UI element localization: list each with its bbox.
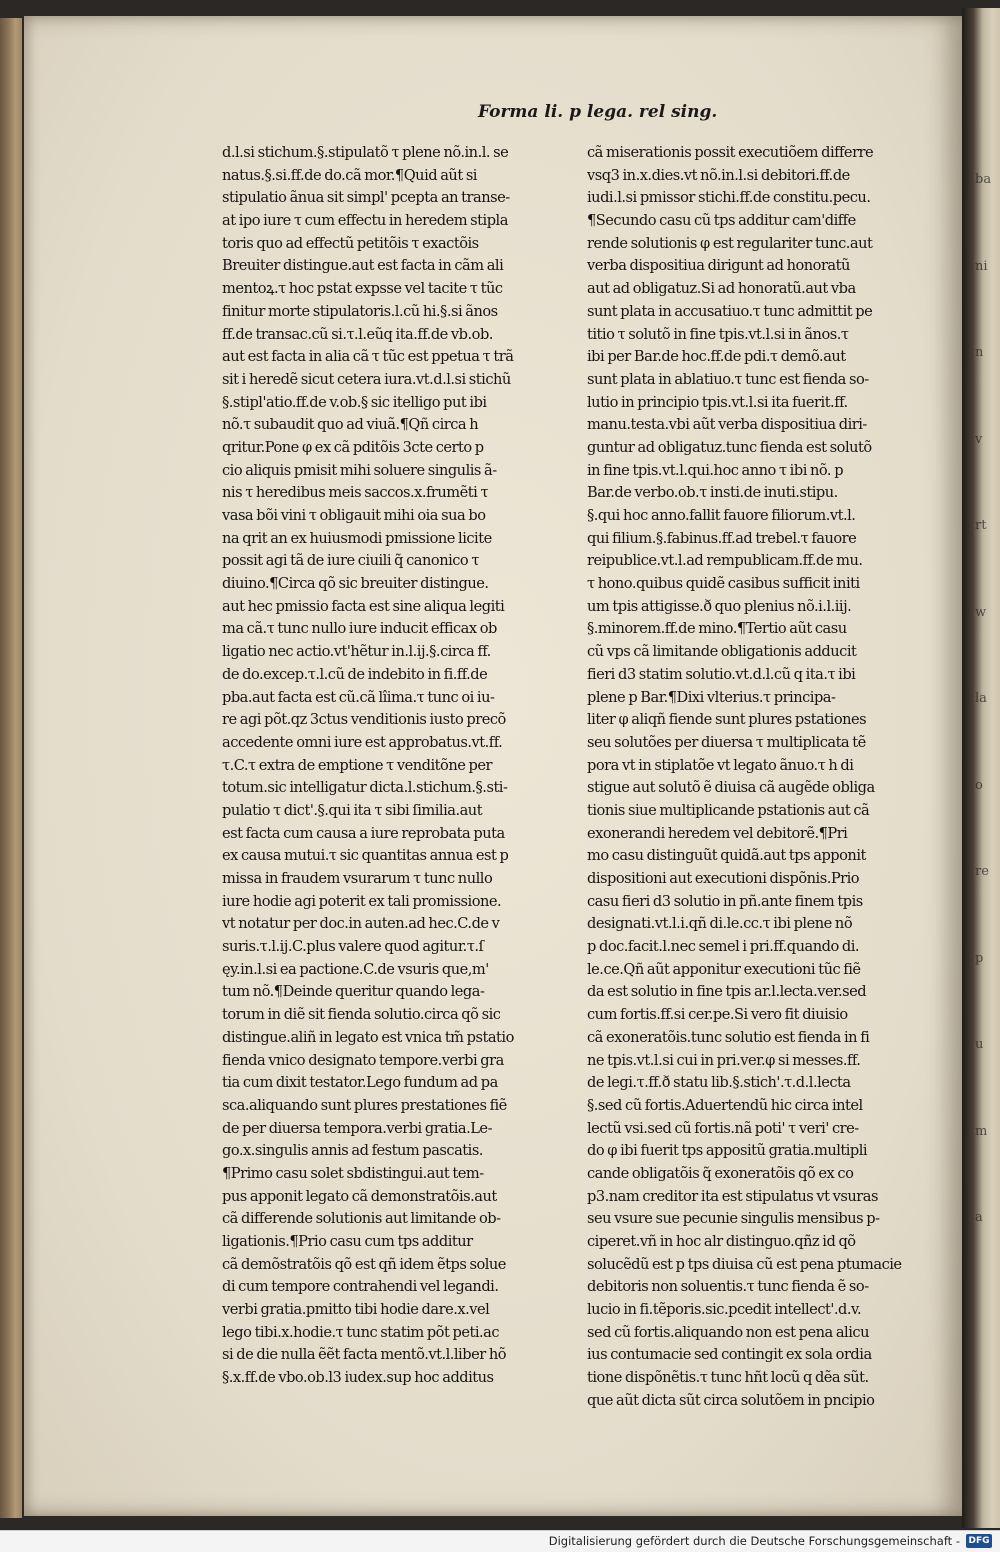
text-line: Bar.de verbo.ob.τ insti.de inuti.stipu. [587, 484, 838, 502]
text-line: at ipo iure τ cum effectu in heredem stipla [222, 212, 508, 230]
left-text-column [222, 142, 557, 1387]
text-line: lutio in principio tpis.vt.l.si ita fuerit.ff. [587, 393, 848, 411]
text-line: natus.§.si.ff.de do.cã mor.¶Quid aũt si [222, 166, 477, 184]
text-line: p doc.facit.l.nec semel i pri.ff.quando di. [587, 938, 860, 956]
dfg-logo: DFG [966, 1534, 992, 1548]
text-line: rende solutionis φ est regulariter tunc.aut [587, 234, 873, 252]
text-line: dispositioni aut executioni dispõnis.Prio [587, 870, 860, 887]
text-line: torum in diẽ sit fienda solutio.circa qõ sic [222, 1006, 501, 1024]
text-line: p3.nam creditor ita est stipulatus vt vsuras [587, 1187, 878, 1205]
text-line: cum fortis.ff.si cer.pe.Si vero fit diuisio [587, 1006, 848, 1024]
text-line: sunt plata in ablatiuo.τ tunc est fienda so- [587, 370, 869, 388]
text-line: lego tibi.x.hodie.τ tunc statim põt peti.ac [222, 1323, 499, 1341]
text-line: de do.excep.τ.l.cũ de indebito in fi.ff.de [222, 665, 488, 683]
text-line: suris.τ.l.ij.C.plus valere quod agitur.τ.ſ [222, 938, 484, 956]
text-line: di cum tempore contrahendi vel legandi. [222, 1278, 499, 1296]
text-line: ibi per Bar.de hoc.ff.de pdi.τ demõ.aut [587, 348, 846, 366]
text-line: do φ ibi fuerit tps appositũ gratia.multipli [587, 1142, 868, 1160]
text-line: aut est facta in alia cã τ tũc est ppetua τ trã [222, 348, 514, 366]
text-line: §.stipl'atio.ff.de v.ob.§ sic itelligo put ibi [222, 393, 487, 411]
text-line: le.ce.Qñ aũt apponitur executioni tũc fiẽ [587, 960, 861, 978]
text-line: tia cum dixit testator.Lego fundum ad pa [222, 1074, 498, 1092]
text-line: §.x.ff.de vbo.ob.l3 iudex.sup hoc additus [222, 1369, 494, 1387]
gutter-fragment: p [975, 950, 984, 966]
text-line: um tpis attigisse.ð quo plenius nõ.i.l.iij. [587, 597, 852, 615]
text-line: si de die nulla ẽẽt facta mentõ.vt.l.liber hõ [222, 1346, 507, 1364]
gutter-fragment: la [975, 691, 987, 706]
text-line: de legi.τ.ff.ð statu lib.§.stich'.τ.d.l.lecta [587, 1074, 851, 1092]
text-line: toris quo ad effectũ petitõis τ exactõis [222, 234, 479, 252]
running-head: Forma li. p lega. rel sing. [478, 102, 718, 122]
text-line: pus apponit legato cã demonstratõis.aut [222, 1187, 497, 1205]
text-line: in fine tpis.vt.l.qui.hoc anno τ ibi nõ. p [587, 461, 844, 479]
text-line: tum nõ.¶Deinde queritur quando lega- [222, 983, 485, 1001]
text-line: mentoꝝ.τ hoc pstat expsse vel tacite τ tũc [222, 280, 503, 298]
text-line: go.x.singulis annis ad festum pascatis. [222, 1142, 483, 1160]
text-line: titio τ solutõ in fine tpis.vt.l.si in ãnos.τ [587, 325, 849, 343]
text-line: possit agi tã de iure ciuili q̃ canonico τ [222, 552, 479, 570]
text-line: reipublice.vt.l.ad rempublicam.ff.de mu. [587, 552, 863, 570]
gutter-fragment: rt [975, 518, 987, 533]
text-line: totum.sic intelligatur dicta.l.stichum.§.sti- [222, 779, 508, 797]
text-line: missa in fraudem vsurarum τ tunc nullo [222, 870, 493, 887]
text-line: lucio in fi.tẽporis.sic.pcedit intellect'.d.v. [587, 1301, 862, 1319]
text-line: ff.de transac.cũ si.τ.l.eũq ita.ff.de vb.ob. [222, 325, 493, 343]
facing-page-text-fragments [975, 170, 997, 1320]
text-line: cũ vps cã limitande obligationis adducit [587, 643, 857, 661]
text-line: stigue aut solutõ ẽ diuisa cã augẽde obliga [587, 779, 875, 797]
gutter-fragment: ba [975, 172, 992, 187]
text-line: seu vsure sue pecunie singulis mensibus p- [587, 1210, 880, 1228]
text-line: ma cã.τ tunc nullo iure inducit efficax ob [222, 620, 497, 638]
text-line: verba dispositiua dirigunt ad honoratũ [587, 257, 850, 275]
text-line: ciperet.vñ in hoc alr distinguo.qñz id qõ [587, 1233, 856, 1250]
text-line: vasa bõi vini τ obligauit mihi oia sua bo [222, 507, 486, 524]
text-line: plene p Bar.¶Dixi vlterius.τ principa- [587, 688, 836, 706]
text-line: ius contumacie sed contingit ex sola ordia [587, 1346, 872, 1364]
text-line: §.sed cũ fortis.Aduertendũ hic circa intel [587, 1096, 863, 1114]
text-line: cã differende solutionis aut limitande ob- [222, 1210, 501, 1228]
text-line: stipulatio ãnua sit simpl' pcepta an transe- [222, 189, 510, 207]
text-line: aut hec pmissio facta est sine aliqua legiti [222, 597, 505, 615]
text-line: re agi põt.qz 3ctus venditionis iusto precõ [222, 711, 506, 729]
text-line: ligationis.¶Prio casu cum tps additur [222, 1233, 473, 1250]
footer-bar [0, 1530, 1000, 1552]
gutter-fragment: v [975, 431, 983, 447]
text-line: debitoris non soluentis.τ tunc fienda ẽ so- [587, 1278, 869, 1296]
gutter-fragment: m [975, 1123, 988, 1139]
text-line: diuino.¶Circa qõ sic breuiter distingue. [222, 575, 489, 593]
text-line: §.minorem.ff.de mino.¶Tertio aũt casu [587, 620, 847, 638]
text-line: pora vt in stiplatõe vt legato ãnuo.τ h di [587, 756, 854, 774]
gutter-fragment: n [975, 345, 984, 360]
text-line: vsq3 in.x.dies.vt nõ.in.l.si debitori.ff.de [587, 166, 850, 184]
text-line: nõ.τ subaudit quo ad viuã.¶Qñ circa h [222, 416, 479, 434]
text-line: mo casu distinguũt quidã.aut tps apponit [587, 847, 866, 865]
text-line: tionis siue multiplicande pstationis aut cã [587, 801, 870, 819]
text-line: liter φ aliqñ fiende sunt plures pstationes [587, 711, 867, 729]
text-line: cande obligatõis q̃ exoneratõis qõ ex co [587, 1164, 854, 1182]
text-line: que aũt dicta sũt circa solutõem in pncipio [587, 1391, 875, 1409]
text-line: ęy.in.l.si ea pactione.C.de vsuris que,m' [222, 960, 489, 978]
gutter-fragment: u [975, 1037, 984, 1052]
text-line: verbi gratia.pmitto tibi hodie dare.x.vel [222, 1301, 490, 1319]
text-line: est facta cum causa a iure reprobata puta [222, 824, 505, 842]
text-line: distingue.aliñ in legato est vnica tm̃ pstatio [222, 1028, 514, 1046]
text-line: ligatio nec actio.vt'hẽtur in.l.ij.§.circa ff. [222, 643, 491, 661]
text-line: d.l.si stichum.§.stipulatõ τ plene nõ.in.l. se [222, 144, 509, 161]
text-line: qui filium.§.fabinus.ff.ad trebel.τ fauore [587, 529, 857, 547]
text-line: sunt plata in accusatiuo.τ tunc admittit pe [587, 302, 873, 320]
text-line: ex causa mutui.τ sic quantitas annua est p [222, 847, 509, 865]
text-line: tione dispõnẽtis.τ tunc hñt locũ q dẽa sũt. [587, 1369, 869, 1387]
gutter-fragment: re [975, 864, 989, 879]
text-line: §.qui hoc anno.fallit fauore filiorum.vt.l. [587, 507, 856, 524]
text-line: iure hodie agi poterit ex tali promissione. [222, 892, 502, 910]
text-line: τ hono.quibus quidẽ casibus sufficit initi [587, 575, 860, 593]
text-line: ¶Primo casu solet sbdistingui.aut tem- [222, 1164, 484, 1182]
text-line: cã exoneratõis.tunc solutio est fienda in fi [587, 1028, 870, 1046]
text-line: τ.C.τ extra de emptione τ venditõne per [222, 756, 492, 774]
text-line: casu fieri d3 solutio in pñ.ante finem tpis [587, 892, 863, 910]
text-line: exonerandi heredem vel debitorẽ.¶Pri [587, 824, 848, 842]
text-line: da est solutio in fine tpis ar.l.lecta.ver.sed [587, 983, 867, 1001]
text-line: finitur morte stipulatoris.l.cũ hi.§.si ãnos [222, 302, 498, 320]
footer-credit: Digitalisierung gefördert durch die Deutsche Forschungsgemeinschaft - [548, 1534, 960, 1548]
gutter-fragment: w [975, 604, 987, 620]
text-line: lectũ vsi.sed cũ fortis.nã poti' τ veri' cre- [587, 1119, 859, 1137]
text-line: cã miserationis possit executiõem differre [587, 144, 874, 161]
text-line: vt notatur per doc.in auten.ad hec.C.de v [222, 915, 500, 933]
gutter-fragment: o [975, 777, 983, 793]
text-line: na qrit an ex huiusmodi pmissione licite [222, 529, 492, 547]
text-line: ne tpis.vt.l.si cui in pri.ver.φ si messes.ff. [587, 1051, 861, 1069]
gutter-fragment: a [975, 1210, 983, 1225]
text-line: fieri d3 statim solutio.vt.d.l.cũ q ita.τ ibi [587, 665, 856, 683]
text-line: qritur.Pone φ ex cã pditõis 3cte certo p [222, 438, 484, 456]
text-line: pba.aut facta est cũ.cã lîima.τ tunc oi iu- [222, 688, 495, 706]
text-line: ¶Secundo casu cũ tps additur cam'diffe [587, 212, 856, 230]
text-line: sit i heredẽ sicut cetera iura.vt.d.l.si stichũ [222, 370, 511, 388]
text-line: nis τ heredibus meis saccos.x.frumẽti τ [222, 484, 489, 502]
text-line: Breuiter distingue.aut est facta in cãm ali [222, 257, 504, 275]
text-line: pulatio τ dict'.§.qui ita τ sibi ſimilia.aut [222, 801, 483, 819]
text-line: fienda vnico designato tempore.verbi gra [222, 1051, 504, 1069]
text-line: seu solutões per diuersa τ multiplicata tẽ [587, 733, 866, 751]
right-text-column [587, 142, 927, 1409]
text-line: guntur ad obligatuz.tunc fienda est solutõ [587, 438, 872, 456]
text-line: sca.aliquando sunt plures prestationes fiẽ [222, 1096, 507, 1114]
text-line: iudi.l.si pmissor stichi.ff.de constitu.pecu. [587, 189, 871, 207]
text-line: manu.testa.vbi aũt verba dispositiua diri- [587, 416, 867, 434]
text-line: solucẽdũ est p tps diuisa cũ est pena ptumacie [587, 1255, 902, 1273]
text-line: designati.vt.l.i.qñ di.le.cc.τ ibi plene nõ [587, 915, 853, 933]
text-line: sed cũ fortis.aliquando non est pena alicu [587, 1323, 869, 1341]
text-line: cã demõstratõis qõ est qñ idem ẽtps solue [222, 1255, 506, 1273]
text-line: de per diuersa tempora.verbi gratia.Le- [222, 1119, 492, 1137]
gutter-fragment: ni [975, 258, 988, 274]
text-line: accedente omni iure est approbatus.vt.ff. [222, 733, 503, 751]
text-line: cio aliquis pmisit mihi soluere singulis ã- [222, 461, 497, 479]
text-line: aut ad obligatuz.Si ad honoratũ.aut vba [587, 280, 856, 298]
book-edge-left [0, 18, 22, 1518]
